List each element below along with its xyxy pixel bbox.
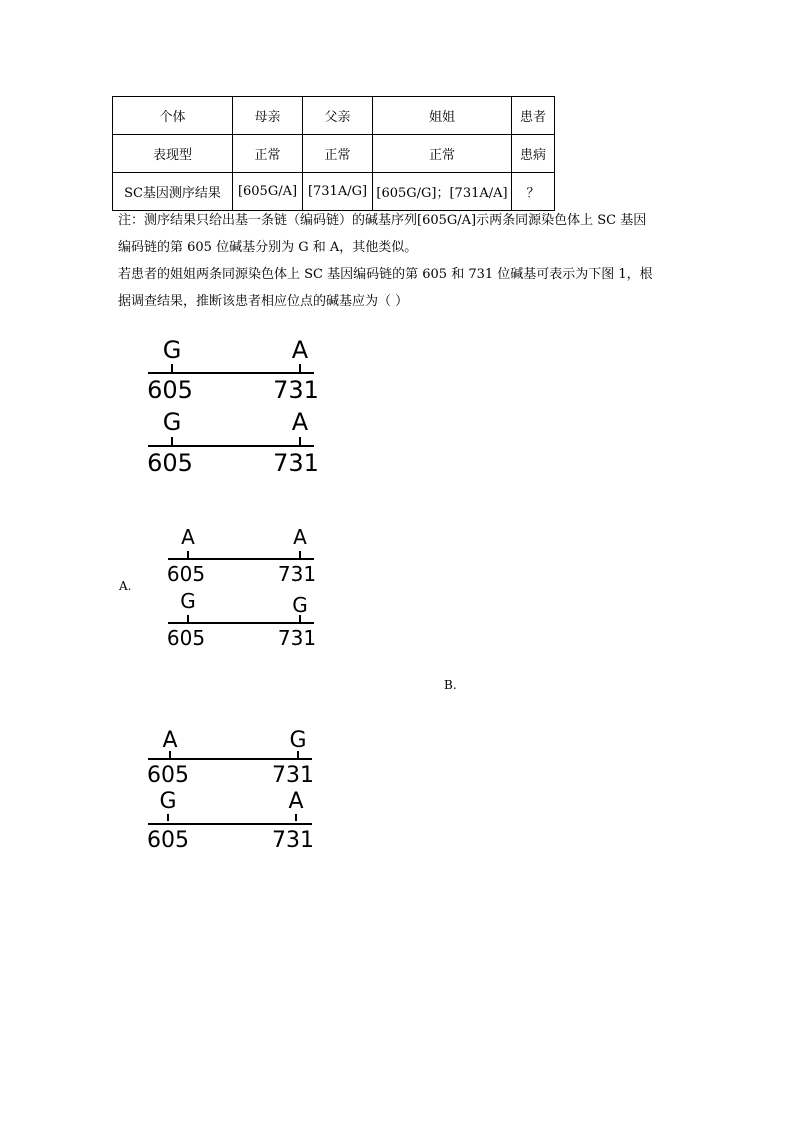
option-a-figure[interactable] <box>160 522 330 652</box>
table-cell: ？ <box>512 173 555 211</box>
position-label: 605 <box>147 763 189 788</box>
table-cell: [605G/G]；[731A/A] <box>373 173 512 211</box>
base-label: A <box>181 525 195 549</box>
position-label: 731 <box>277 562 317 586</box>
table-cell: [731A/G] <box>303 173 373 211</box>
table-row <box>113 135 555 173</box>
genotype-table <box>112 96 555 211</box>
note-line: 编码链的第 605 位碱基分别为 G 和 A，其他类似。 <box>118 240 418 255</box>
table-cell: 母亲 <box>233 97 303 135</box>
base-label: G <box>162 336 182 364</box>
table-cell: SC基因测序结果 <box>113 173 233 211</box>
option-b-figure[interactable] <box>140 725 330 855</box>
position-label: 731 <box>273 376 319 404</box>
base-label: A <box>162 728 178 753</box>
position-label: 605 <box>147 828 189 853</box>
position-label: 731 <box>272 763 314 788</box>
table-cell: 正常 <box>373 135 512 173</box>
figure-1 <box>140 330 330 480</box>
position-label: 731 <box>277 626 317 650</box>
option-a-label: A. <box>119 579 132 593</box>
question-line: 据调查结果，推断该患者相应位点的碱基应为（ ） <box>118 294 409 309</box>
table-row <box>113 97 555 135</box>
question-line: 若患者的姐姐两条同源染色体上 SC 基因编码链的第 605 和 731 位碱基可表示为下图 1，根 <box>118 267 653 282</box>
position-label: 731 <box>273 449 319 477</box>
table-cell: [605G/A] <box>233 173 303 211</box>
position-label: 605 <box>147 376 193 404</box>
base-label: G <box>180 589 196 613</box>
table-cell: 父亲 <box>303 97 373 135</box>
base-label: A <box>291 336 309 364</box>
table-cell: 姐姐 <box>373 97 512 135</box>
position-label: 605 <box>147 449 193 477</box>
table-cell: 个体 <box>113 97 233 135</box>
option-b-label: B. <box>444 678 457 692</box>
note-line: 注：测序结果只给出基一条链（编码链）的碱基序列[605G/A]示两条同源染色体上 SC 基因 <box>118 213 647 228</box>
table-cell: 表现型 <box>113 135 233 173</box>
position-label: 605 <box>166 626 206 650</box>
table-cell: 正常 <box>303 135 373 173</box>
table-cell: 患者 <box>512 97 555 135</box>
position-label: 605 <box>166 562 206 586</box>
base-label: G <box>162 408 182 436</box>
table-row <box>113 173 555 211</box>
table-cell: 正常 <box>233 135 303 173</box>
base-label: A <box>291 408 309 436</box>
base-label: G <box>289 728 307 753</box>
position-label: 731 <box>272 828 314 853</box>
table-cell: 患病 <box>512 135 555 173</box>
base-label: G <box>292 593 308 617</box>
base-label: G <box>159 789 177 814</box>
base-label: A <box>288 789 304 814</box>
base-label: A <box>293 525 307 549</box>
